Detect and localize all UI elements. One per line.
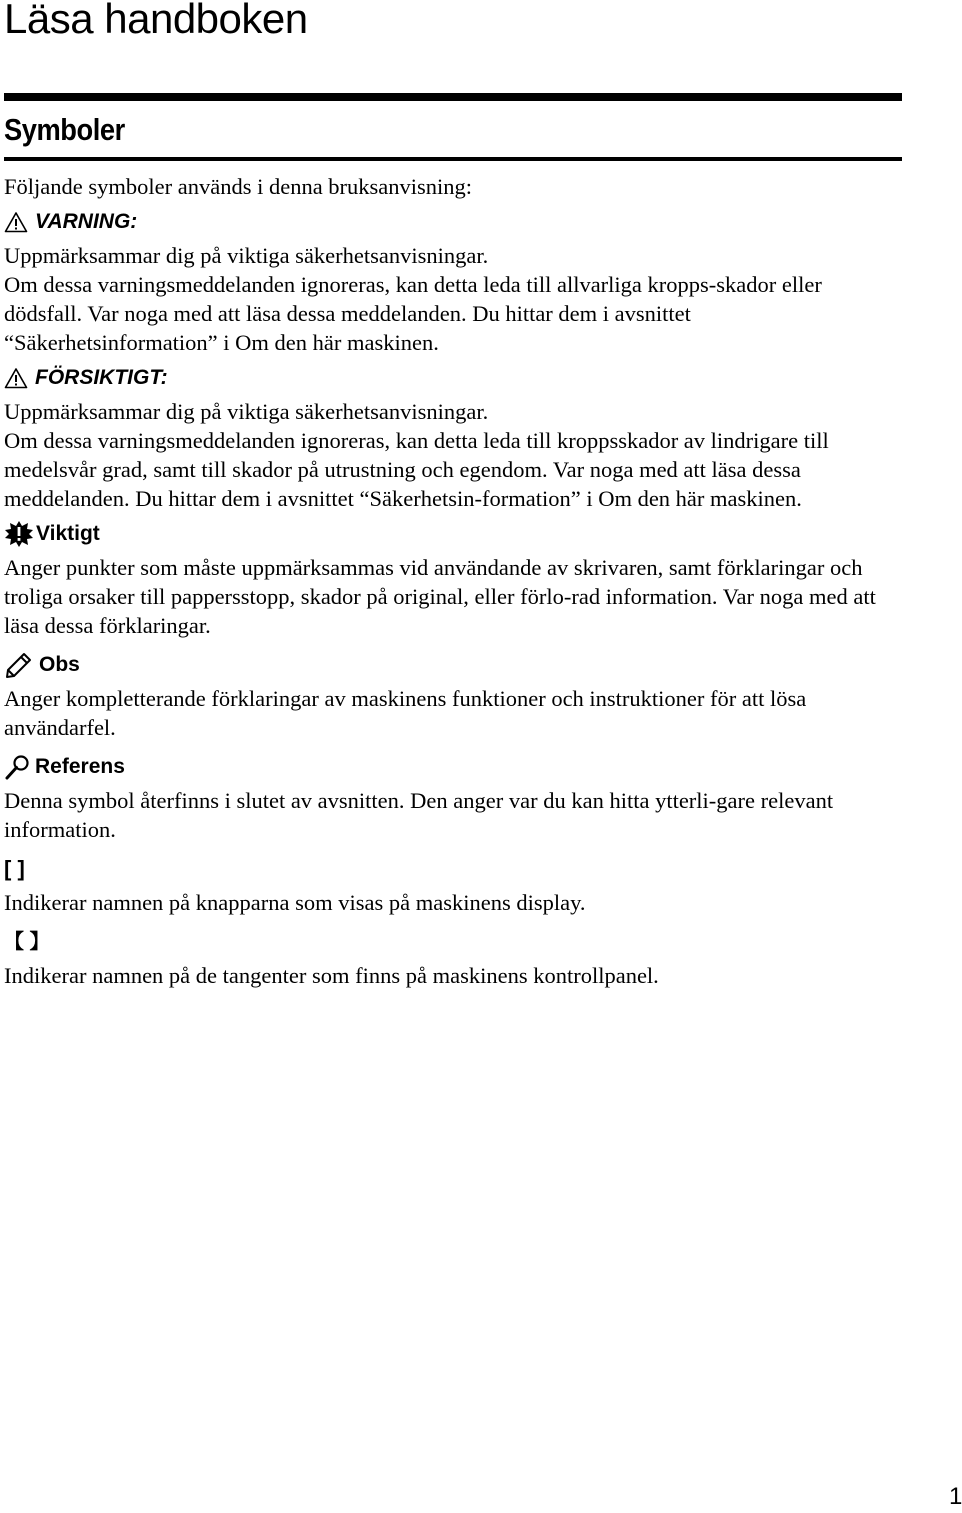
obs-heading xyxy=(4,652,900,678)
key-brackets-symbol: 【 】 xyxy=(4,931,50,953)
caution-triangle-icon xyxy=(4,367,28,389)
page-number: 1 xyxy=(949,1483,962,1510)
intro-text: Följande symboler används i denna bruksanvisning: xyxy=(4,174,473,199)
referens-label: Referens xyxy=(35,755,125,778)
forsiktigt-heading xyxy=(4,365,900,391)
referens-text: Denna symbol återfinns i slutet av avsnitten. Den anger var du kan hitta ytterli-gare relevant information. xyxy=(4,788,834,842)
title-rule xyxy=(4,93,902,101)
section-rule xyxy=(4,157,902,161)
page-title: Läsa handboken xyxy=(4,0,308,42)
forsiktigt-label: FÖRSIKTIGT: xyxy=(35,366,168,389)
referens-heading xyxy=(4,754,900,780)
brackets-symbol: [ ] xyxy=(4,856,25,881)
viktigt-label: Viktigt xyxy=(36,522,100,545)
brackets-heading xyxy=(4,856,900,882)
obs-text: Anger kompletterande förklaringar av maskinens funktioner och instruktioner för att lösa användarfel. xyxy=(4,686,807,740)
forsiktigt-text-2: Om dessa varningsmeddelanden ignoreras, kan detta leda till kroppsskador av lindrigare till medelsvår grad, samt till skador på utrustning och egendom. Var noga med att läsa dessa meddelanden. Du hittar dem i avsnittet “Säkerhetsin-formation” i Om den här maskinen. xyxy=(4,428,829,511)
varning-heading xyxy=(4,209,900,235)
magnifier-icon xyxy=(4,754,32,780)
brackets-text: Indikerar namnen på knapparna som visas på maskinens display. xyxy=(4,890,586,915)
important-burst-icon xyxy=(4,520,34,548)
varning-label: VARNING: xyxy=(35,210,138,233)
varning-text-1: Uppmärksammar dig på viktiga säkerhetsanvisningar. xyxy=(4,243,489,268)
page-content xyxy=(4,172,900,990)
viktigt-text: Anger punkter som måste uppmärksammas vid användande av skrivaren, samt förklaringar och troliga orsaker till pappersstopp, skador på original, eller förlo-rad information. Var noga med att läsa dessa förklaringar. xyxy=(4,555,876,638)
obs-label: Obs xyxy=(39,653,80,676)
forsiktigt-text-1: Uppmärksammar dig på viktiga säkerhetsanvisningar. xyxy=(4,399,489,424)
pencil-icon xyxy=(4,652,32,678)
key-brackets-heading xyxy=(4,929,900,955)
warning-triangle-icon xyxy=(4,211,28,233)
key-brackets-text: Indikerar namnen på de tangenter som finns på maskinens kontrollpanel. xyxy=(4,963,659,988)
varning-text-2: Om dessa varningsmeddelanden ignoreras, kan detta leda till allvarliga kropps-skador eller dödsfall. Var noga med att läsa dessa meddelanden. Du hittar dem i avsnittet “Säkerhetsinformation” i Om den här maskinen. xyxy=(4,272,822,355)
viktigt-heading xyxy=(4,521,900,547)
section-title: Symboler xyxy=(4,112,125,147)
